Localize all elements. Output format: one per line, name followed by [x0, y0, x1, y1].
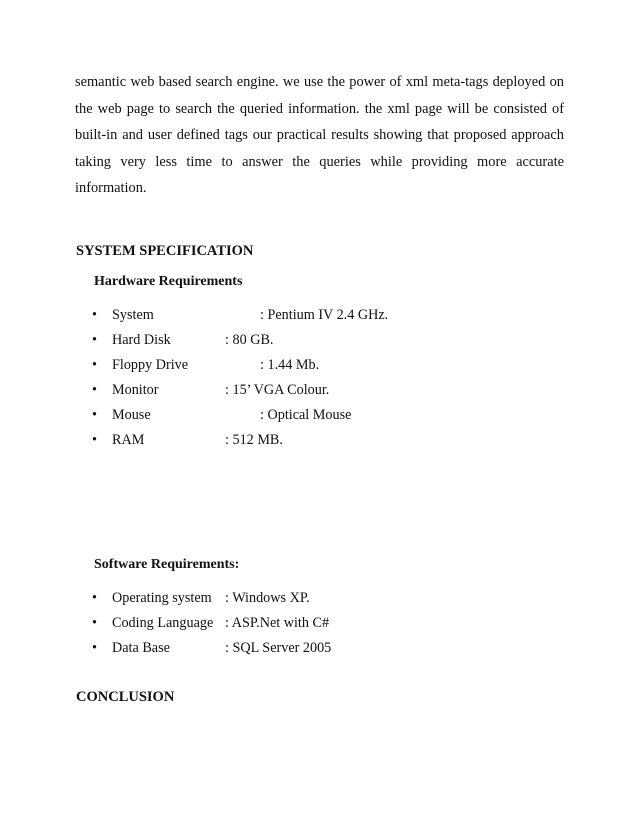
spec-value: : Pentium IV 2.4 GHz.: [260, 307, 389, 323]
system-specification-heading: SYSTEM SPECIFICATION: [76, 243, 254, 259]
bullet-glyph: •: [92, 382, 97, 398]
bullet-glyph: •: [92, 357, 97, 373]
spec-value: : Optical Mouse: [260, 407, 352, 423]
paragraph-line: built-in and user defined tags our practical results showing that proposed approach: [75, 127, 564, 143]
bullet-glyph: •: [92, 432, 97, 448]
spec-value: : 80 GB.: [225, 332, 274, 348]
spec-label: Coding Language: [112, 615, 214, 631]
intro-paragraph: [75, 69, 564, 202]
software-requirements-heading: Software Requirements:: [94, 557, 240, 572]
bullet-glyph: •: [92, 615, 97, 631]
spec-label: RAM: [112, 432, 145, 448]
spec-label: System: [112, 307, 154, 323]
bullet-glyph: •: [92, 407, 97, 423]
spec-label: Operating system: [112, 590, 212, 606]
conclusion-heading: CONCLUSION: [76, 689, 175, 705]
paragraph-line: taking very less time to answer the queries while providing more accurate: [75, 153, 564, 170]
spec-value: : Windows XP.: [225, 590, 310, 606]
paragraph-line: information.: [75, 180, 147, 196]
paragraph-line: the web page to search the queried information. the xml page will be consisted of: [75, 100, 564, 117]
spec-value: : SQL Server 2005: [225, 640, 332, 656]
spec-value: : 512 MB.: [225, 432, 283, 448]
spec-label: Hard Disk: [112, 332, 171, 348]
spec-value: : 15’ VGA Colour.: [225, 382, 330, 398]
bullet-glyph: •: [92, 640, 97, 656]
spec-label: Data Base: [112, 640, 170, 656]
spec-label: Monitor: [112, 382, 159, 398]
paragraph-line: semantic web based search engine. we use the power of xml meta-tags deployed on: [75, 74, 564, 90]
bullet-glyph: •: [92, 307, 97, 323]
bullet-glyph: •: [92, 590, 97, 606]
spec-label: Floppy Drive: [112, 357, 189, 373]
hardware-requirements-heading: Hardware Requirements: [94, 274, 243, 289]
spec-value: : ASP.Net with C#: [225, 615, 330, 631]
spec-label: Mouse: [112, 407, 151, 423]
spec-value: : 1.44 Mb.: [260, 357, 320, 373]
bullet-glyph: •: [92, 332, 97, 348]
